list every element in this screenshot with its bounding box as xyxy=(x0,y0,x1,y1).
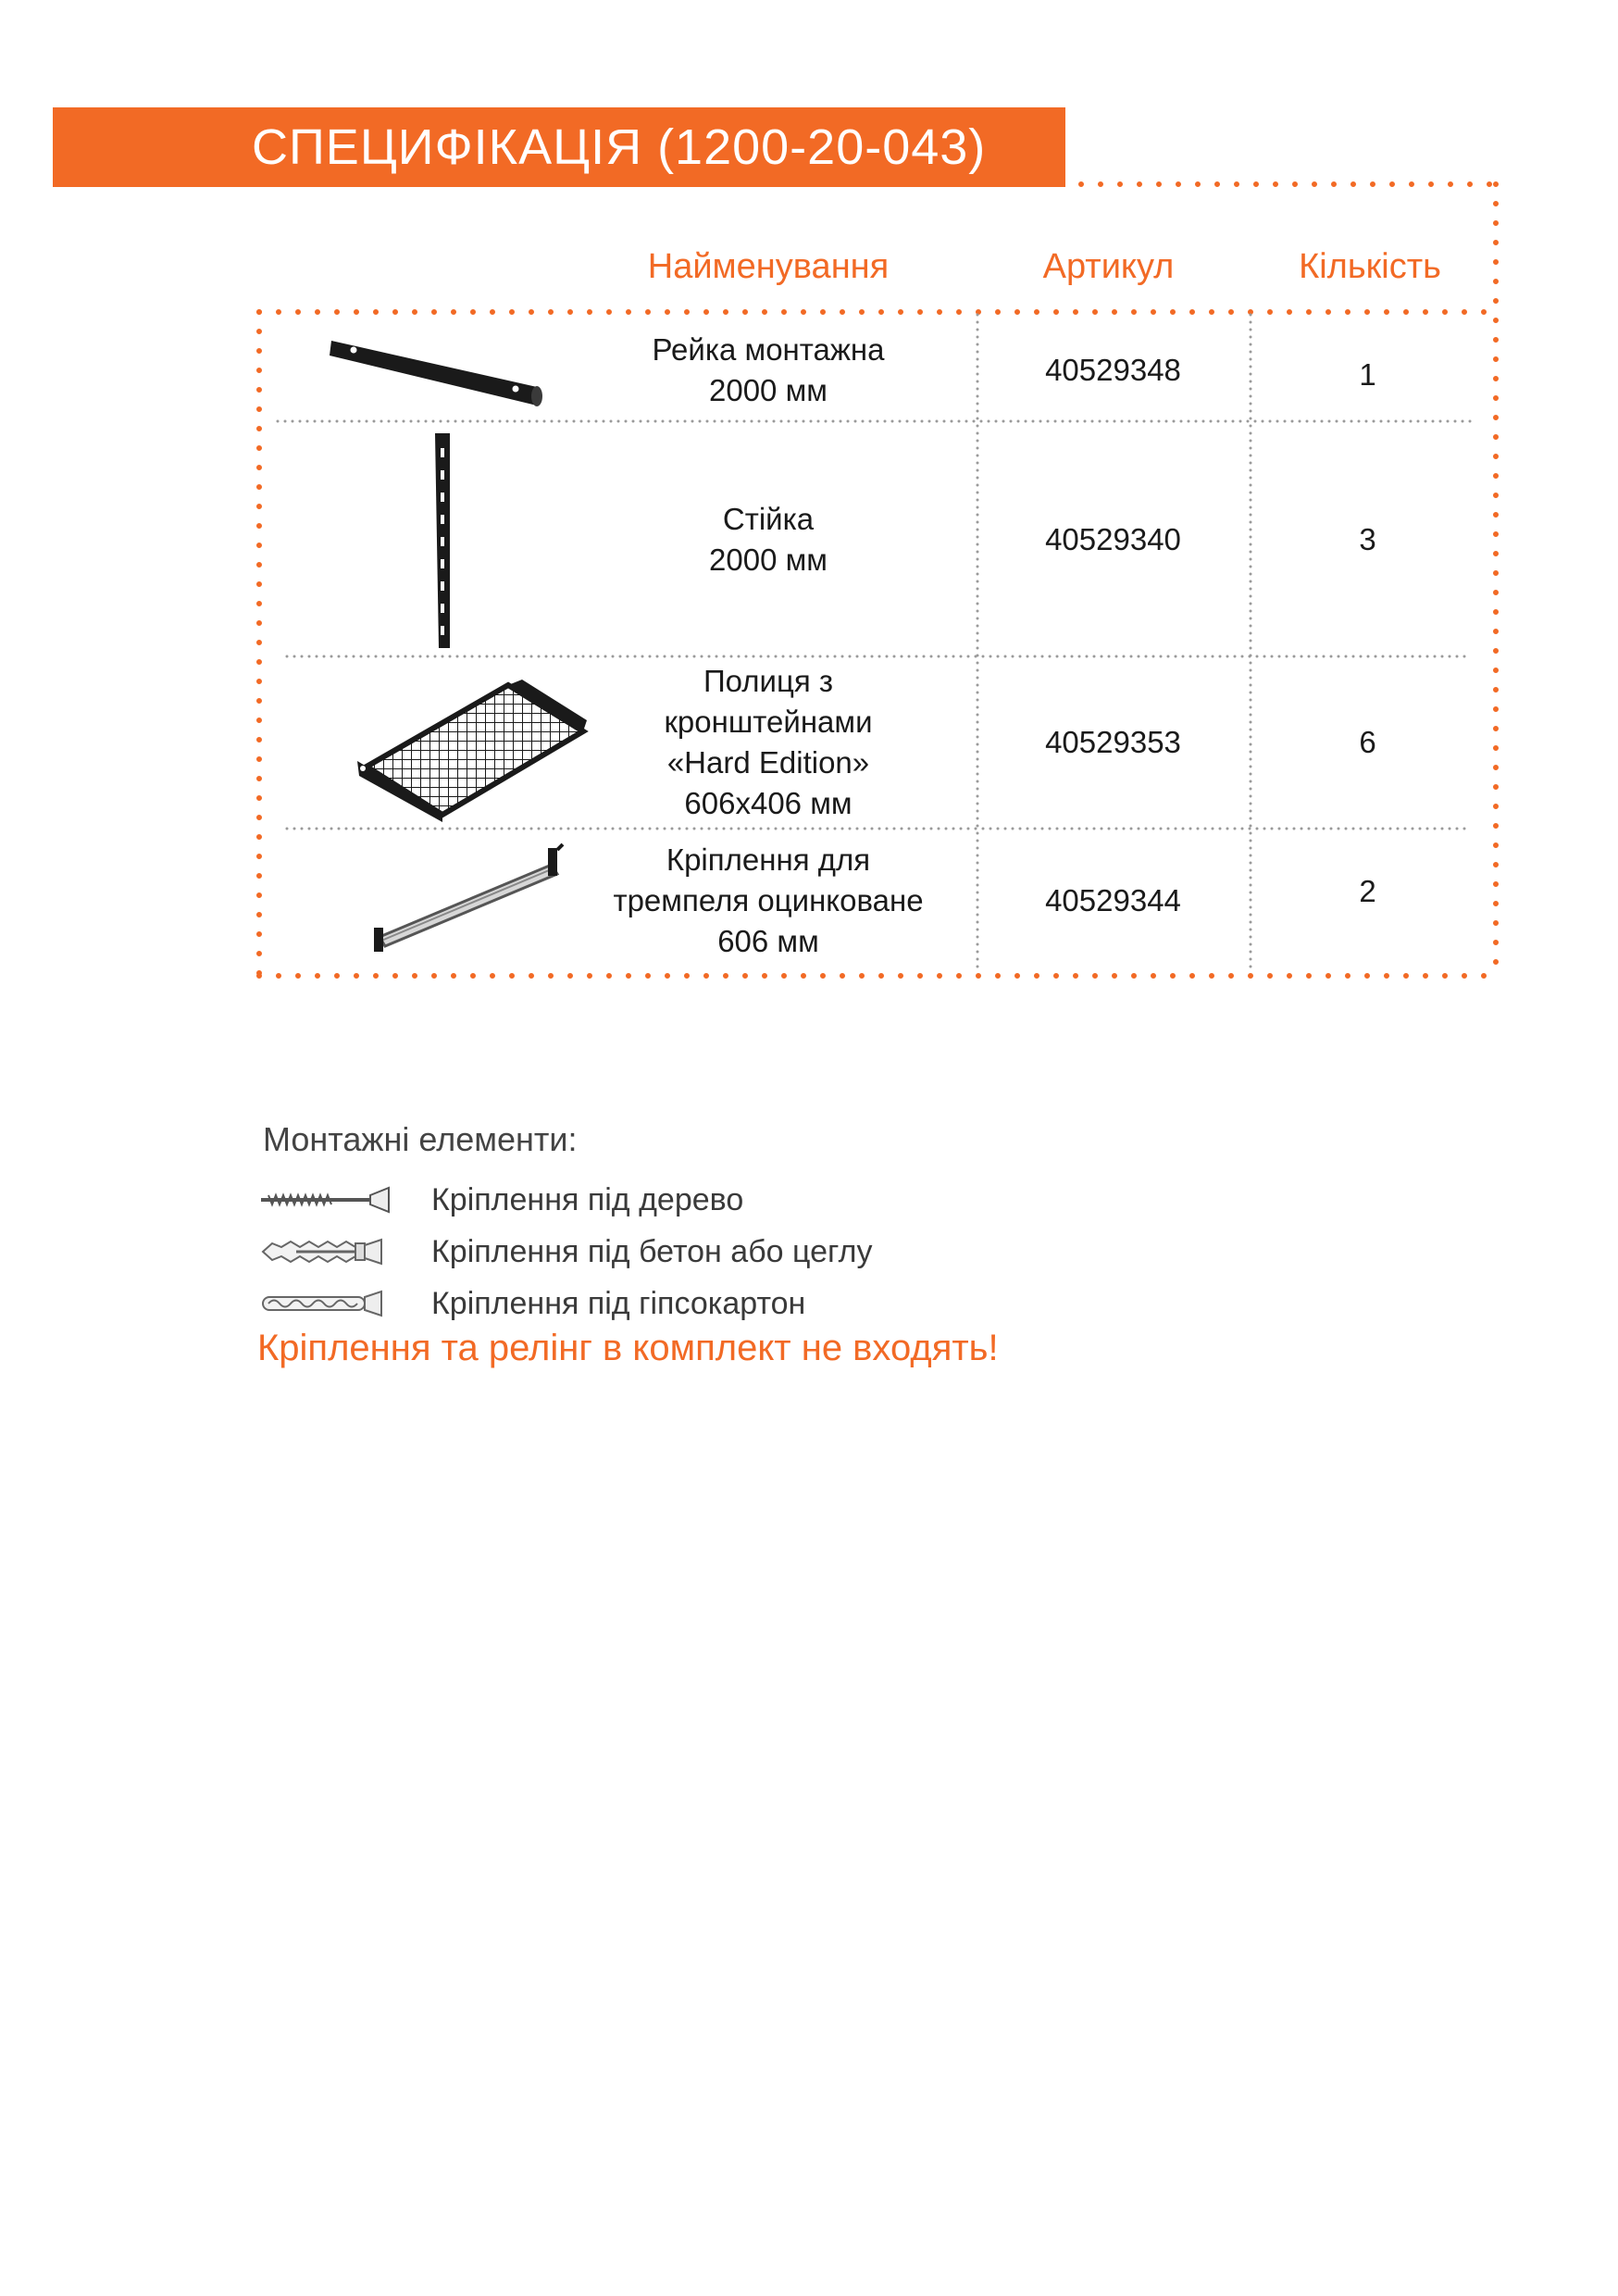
table-row-2-quantity: 3 xyxy=(1359,521,1376,556)
table-row-3-name: Полиця з кронштейнами «Hard Edition» 606x406 мм xyxy=(664,664,873,820)
table-row-1-name: Рейка монтажна 2000 мм xyxy=(652,332,885,407)
table-row-3-article: 40529353 xyxy=(1045,725,1181,759)
wood-screw-icon xyxy=(259,1186,398,1214)
assembly-elements-title: Монтажні елементи: xyxy=(263,1120,578,1158)
fitting-label-wood: Кріплення під дерево xyxy=(431,1181,744,1217)
page-title: СПЕЦИФІКАЦІЯ (1200-20-043) xyxy=(53,107,1065,187)
table-row-2-name: Стійка 2000 мм xyxy=(709,501,828,577)
table-row-1-quantity: 1 xyxy=(1359,357,1376,392)
concrete-dowel-icon xyxy=(259,1238,398,1266)
fitting-item-wood xyxy=(259,1179,743,1220)
mounting-rail-icon xyxy=(326,335,544,413)
column-header-article: Артикул xyxy=(1042,247,1175,286)
warning-note: Кріплення та релінг в комплект не входять! xyxy=(257,1328,999,1368)
fitting-label-concrete: Кріплення під бетон або цеглу xyxy=(431,1233,873,1269)
drywall-anchor-icon xyxy=(259,1290,398,1317)
table-row-1-article: 40529348 xyxy=(1045,353,1181,387)
table-row-4-quantity: 2 xyxy=(1359,874,1376,908)
table-row-4-article: 40529344 xyxy=(1045,883,1181,917)
fitting-label-drywall: Кріплення під гіпсокартон xyxy=(431,1285,806,1321)
wire-shelf-icon xyxy=(346,676,592,824)
column-header-name: Найменування xyxy=(647,247,890,286)
fitting-item-concrete xyxy=(259,1231,873,1272)
table-row-3-quantity: 6 xyxy=(1359,725,1376,759)
table-row-4-name: Кріплення для тремпеля оцинковане 606 мм xyxy=(613,842,924,958)
upright-post-icon xyxy=(431,433,459,648)
column-header-quantity: Кількість xyxy=(1299,247,1441,286)
fitting-item-drywall xyxy=(259,1283,805,1324)
hanger-rail-icon xyxy=(367,841,566,954)
table-row-2-article: 40529340 xyxy=(1045,521,1181,556)
